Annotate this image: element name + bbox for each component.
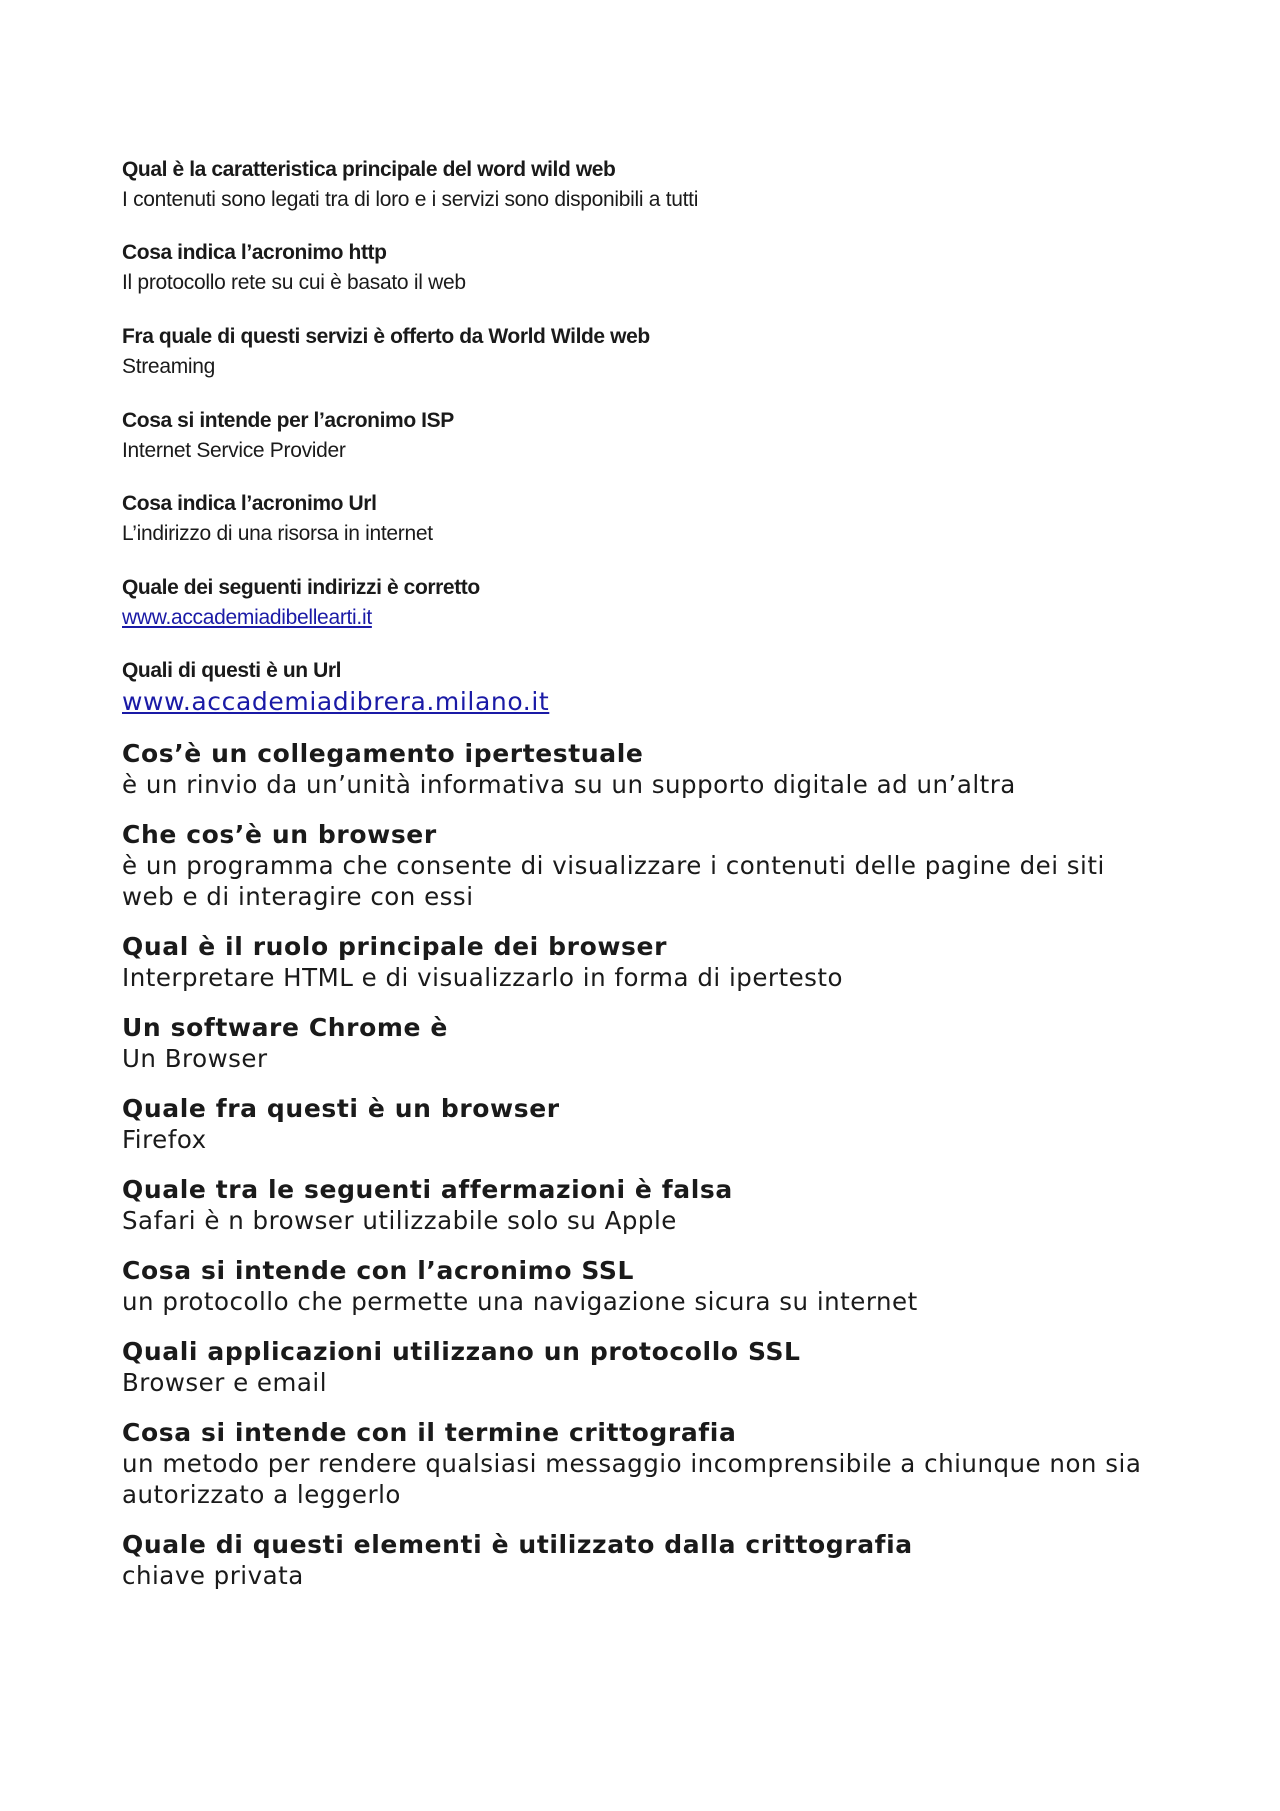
answer: è un rinvio da un’unità informativa su un supporto digitale ad un’altra — [122, 770, 1016, 799]
answer: Il protocollo rete su cui è basato il web — [122, 271, 466, 294]
answer: Internet Service Provider — [122, 439, 346, 462]
qa-item — [122, 155, 1162, 215]
question: Cosa indica l’acronimo Url — [122, 492, 377, 515]
question: Che cos’è un browser — [122, 820, 437, 849]
answer: Firefox — [122, 1125, 207, 1154]
question: Cosa si intende con il termine crittografia — [122, 1418, 737, 1447]
question: Quale tra le seguenti affermazioni è falsa — [122, 1175, 733, 1204]
qa-item — [122, 1012, 1162, 1074]
answer: Un Browser — [122, 1044, 268, 1073]
qa-item — [122, 1529, 1162, 1591]
qa-item — [122, 738, 1162, 800]
answer: chiave privata — [122, 1561, 304, 1590]
qa-item — [122, 656, 1162, 718]
question: Cosa si intende con l’acronimo SSL — [122, 1256, 635, 1285]
question: Quali applicazioni utilizzano un protocollo SSL — [122, 1337, 801, 1366]
qa-item — [122, 406, 1162, 466]
answer-link[interactable]: www.accademiadibellearti.it — [122, 606, 372, 629]
qa-item — [122, 819, 1162, 912]
question: Quali di questi è un Url — [122, 659, 342, 682]
answer: è un programma che consente di visualizzare i contenuti delle pagine dei siti web e di interagire con essi — [122, 851, 1105, 911]
qa-item — [122, 238, 1162, 298]
qa-item — [122, 1255, 1162, 1317]
qa-item — [122, 573, 1162, 633]
question: Quale dei seguenti indirizzi è corretto — [122, 576, 480, 599]
question: Quale fra questi è un browser — [122, 1094, 560, 1123]
question: Cos’è un collegamento ipertestuale — [122, 739, 644, 768]
qa-item — [122, 931, 1162, 993]
question: Cosa si intende per l’acronimo ISP — [122, 409, 454, 432]
answer: I contenuti sono legati tra di loro e i servizi sono disponibili a tutti — [122, 188, 699, 211]
question: Un software Chrome è — [122, 1013, 448, 1042]
document-page — [122, 0, 1162, 1811]
answer-link[interactable]: www.accademiadibrera.milano.it — [122, 687, 550, 716]
qa-item — [122, 489, 1162, 549]
qa-item — [122, 1336, 1162, 1398]
question: Qual è la caratteristica principale del word wild web — [122, 158, 616, 181]
question: Fra quale di questi servizi è offerto da World Wilde web — [122, 325, 650, 348]
answer: L’indirizzo di una risorsa in internet — [122, 522, 433, 545]
answer: un protocollo che permette una navigazione sicura su internet — [122, 1287, 918, 1316]
qa-item — [122, 1174, 1162, 1236]
question: Qual è il ruolo principale dei browser — [122, 932, 668, 961]
qa-item — [122, 1093, 1162, 1155]
question: Cosa indica l’acronimo http — [122, 241, 387, 264]
answer: Safari è n browser utilizzabile solo su Apple — [122, 1206, 677, 1235]
question: Quale di questi elementi è utilizzato dalla crittografia — [122, 1530, 913, 1559]
answer: Browser e email — [122, 1368, 327, 1397]
answer: Interpretare HTML e di visualizzarlo in forma di ipertesto — [122, 963, 844, 992]
answer: Streaming — [122, 355, 216, 378]
qa-item — [122, 322, 1162, 382]
qa-item — [122, 1417, 1162, 1510]
answer: un metodo per rendere qualsiasi messaggio incomprensibile a chiunque non sia autorizzato a leggerlo — [122, 1449, 1142, 1509]
